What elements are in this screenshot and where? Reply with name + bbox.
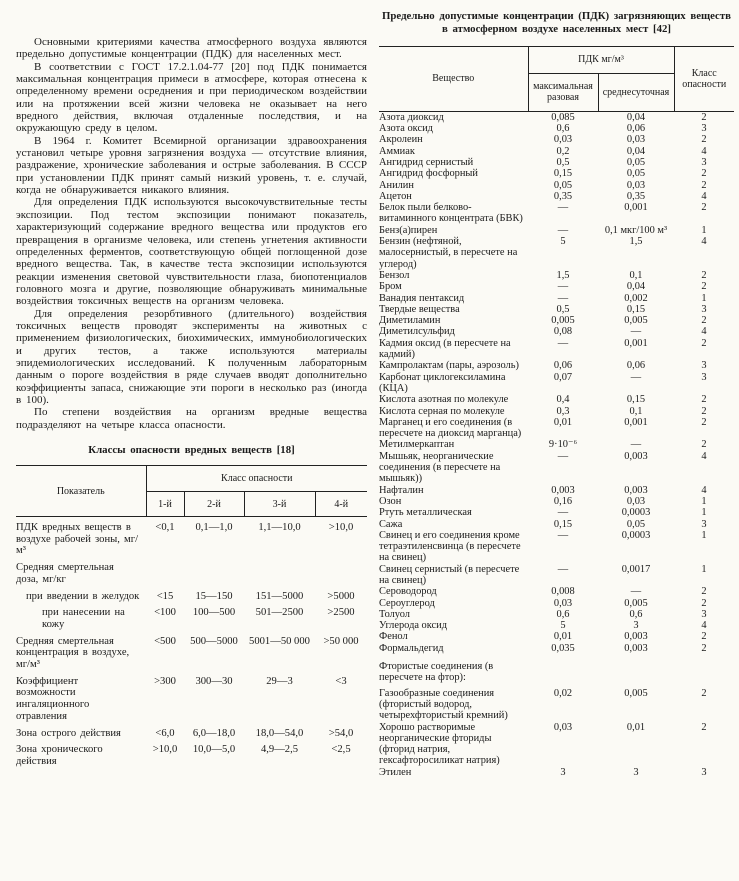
paragraph: Основными критериями качества атмосферного воздуха являются предельно допустимые концентрации (ПДК) для населенных мест.	[16, 36, 367, 61]
substance-name: Сероводород	[379, 586, 437, 598]
hazard-table-header	[16, 466, 367, 517]
pdk-table-row	[379, 654, 734, 688]
daily-average-value: 0,35	[626, 190, 646, 202]
daily-average-value: 0,001	[624, 202, 648, 214]
indicator-label: Зона острого действия	[16, 727, 121, 739]
hazard-class-value: 4	[701, 326, 707, 338]
daily-average-value: 0,005	[624, 315, 648, 327]
hazard-class-value: 2	[701, 269, 707, 281]
indicator-label: при нанесении на кожу	[42, 607, 125, 630]
substance-name: Ангидрид сернистый	[379, 157, 474, 168]
pdk-table-row	[379, 496, 734, 507]
daily-average-value	[598, 654, 674, 688]
class2-value: 300—30	[195, 675, 233, 687]
pdk-table-title: Предельно допустимые концентрации (ПДК) загрязняющих веществ в атмосферном воздухе населенных мест [42]	[382, 10, 731, 36]
substance-name: Фенол	[379, 631, 408, 643]
daily-average-value: 0,03	[626, 495, 646, 507]
max-single-value: 9·10⁻⁶	[548, 439, 578, 451]
substance-name: Свинец и его соединения кроме тетраэтиленсвинца (в пересчете на свинец)	[379, 529, 521, 564]
hazard-table-row	[16, 631, 367, 671]
daily-average-value: 0,1	[629, 405, 643, 417]
pdk-table-header	[379, 46, 734, 111]
substance-name: Углерода оксид	[379, 620, 448, 632]
class3-value: 1,1—10,0	[258, 522, 301, 533]
max-single-value: 0,07	[553, 371, 573, 383]
substance-name: Аммиак	[379, 145, 415, 157]
class1-value: <500	[154, 635, 176, 647]
max-single-value: —	[557, 529, 569, 541]
hazard-table-row	[16, 602, 367, 630]
hazard-class-value: 1	[701, 224, 707, 236]
indicator-label: ПДК вредных веществ в воздухе рабочей зоны, мг/м³	[16, 522, 139, 557]
substance-name: Толуол	[379, 608, 410, 620]
substance-name: Марганец и его соединения (в пересчете на диоксид марганца)	[379, 416, 522, 440]
max-single-value: —	[557, 563, 569, 575]
pdk-table-row	[379, 439, 734, 450]
body-text	[16, 36, 367, 431]
hazard-class-value: 2	[701, 315, 707, 327]
substance-name: Кислота серная по молекуле	[379, 405, 505, 417]
hazard-class-value: 2	[701, 111, 707, 123]
hazard-class-subheader: 4-й	[315, 492, 367, 517]
max-single-value: 0,03	[553, 134, 573, 146]
class4-value: >5000	[327, 590, 355, 602]
max-single-value: 0,15	[553, 168, 573, 180]
daily-average-value: 0,06	[626, 360, 646, 372]
pdk-table-row	[379, 372, 734, 395]
substance-name: Азота диоксид	[379, 111, 444, 123]
hazard-class-value: 1	[701, 495, 707, 507]
right-column	[379, 10, 734, 778]
substance-name: Ангидрид фосфорный	[379, 168, 478, 180]
hazard-class-group-header: Класс опасности	[146, 466, 367, 492]
pdk-table-row	[379, 767, 734, 778]
substance-name: Бензол	[379, 269, 410, 281]
max-single-value: —	[557, 450, 569, 462]
substance-header: Вещество	[379, 46, 528, 111]
hazard-class-value: 1	[701, 292, 707, 304]
daily-average-value: —	[630, 586, 642, 598]
pdk-table-row	[379, 609, 734, 620]
daily-average-value: 0,05	[626, 168, 646, 180]
class1-value: <100	[154, 607, 176, 619]
hazard-class-value: 1	[701, 529, 707, 541]
hazard-class-value: 4	[701, 236, 707, 248]
pdk-table-row	[379, 281, 734, 292]
substance-name: Бензин (нефтяной, малосернистый, в пересчете на углерод)	[379, 236, 518, 270]
daily-average-value: 3	[633, 766, 639, 778]
paragraph: Для определения ПДК используются высокочувствительные тесты экспозиции. Под тестом экспозиции понимают показатель, характеризующий содержание вредного вещества или продуктов его превращения в организме человека, или степень угнетения активности определенных ферментов, соответствующую общей поглощенной дозе вредного вещества. Так, в качестве теста экспозиции используются реакции изменения световой чувствительности глаза, биопотенциалов головного мозга и другие, позволяющие обнаруживать минимальные воздействия токсичных веществ на организм человека.	[16, 196, 367, 308]
max-single-value: —	[557, 337, 569, 349]
max-single-value: 0,02	[553, 687, 573, 699]
max-single-value: 0,6	[556, 123, 570, 135]
pdk-table-row	[379, 586, 734, 597]
hazard-class-value: 3	[701, 123, 707, 135]
indicator-label: Коэффициент возможности ингаляционного отравления	[16, 675, 90, 722]
hazard-table-row	[16, 723, 367, 740]
class2-value: 6,0—18,0	[192, 727, 236, 739]
max-single-value: —	[557, 292, 569, 304]
pdk-table-row	[379, 406, 734, 417]
daily-average-value: 0,003	[624, 450, 648, 462]
daily-average-value: 0,6	[629, 608, 643, 620]
pdk-table-row	[379, 123, 734, 134]
hazard-class-value: 3	[701, 608, 707, 620]
max-single-value: 0,008	[551, 586, 575, 598]
substance-name: Ацетон	[379, 190, 412, 202]
pdk-table-row	[379, 236, 734, 270]
hazard-class-value: 2	[701, 281, 707, 293]
pdk-table-row	[379, 168, 734, 179]
pdk-table-row	[379, 202, 734, 225]
pdk-table-row	[379, 485, 734, 496]
max-single-value: 0,5	[556, 157, 570, 168]
pdk-table-row	[379, 643, 734, 654]
hazard-class-value: 2	[701, 687, 707, 699]
max-single-value: 0,035	[551, 642, 575, 654]
class2-value: 0,1—1,0	[195, 522, 233, 533]
paragraph: Для определения резорбтивного (длительного) воздействия токсичных веществ проводят эксперименты на животных с применением физиологических, биохимических, иммунобиологических и других тестов, а также используются материалы эпидемиологических исследований. К полученным лабораторным данным о пороге воздействия в ряде случаев вводят дополнительно коэффициенты запаса, снижающие эти пороги в несколько раз (иногда в 100).	[16, 307, 367, 406]
paragraph: В 1964 г. Комитет Всемирной организации здравоохранения установил четыре уровня загрязнения воздуха — отсутствие влияния, раздражение, хронические заболевания и острые заболевания. В СССР при установлении ПДК принят самый низкий уровень, т. е. случай, когда не обнаруживается никакого влияния.	[16, 134, 367, 197]
substance-name: Хорошо растворимые неорганические фториды (фторид натрия, гексафторосиликат натрия)	[379, 721, 500, 767]
pdk-table-row	[379, 631, 734, 642]
max-single-value: 0,35	[553, 190, 573, 202]
hazard-class-value: 3	[701, 360, 707, 372]
hazard-class-value: 1	[701, 563, 707, 575]
max-single-value: 5	[560, 620, 566, 632]
class4-value: >10,0	[328, 522, 354, 533]
daily-average-value: 0,03	[626, 179, 646, 191]
paragraph: В соответствии с ГОСТ 17.2.1.04-77 [20] под ПДК понимается максимальная концентрация примеси в атмосфере, которая отнесена к определенному времени осреднения и при периодическом воздействии или на протяжении всей жизни человека не оказывает на него вредного действия, включая отдаленные последствия, и на окружающую среду в целом.	[16, 60, 367, 135]
daily-average-value: —	[630, 371, 642, 383]
pdk-table-row	[379, 304, 734, 315]
daily-average-value: 0,003	[624, 642, 648, 654]
hazard-class-value: 2	[701, 416, 707, 428]
pdk-group-header: ПДК мг/м³	[528, 46, 674, 73]
daily-average-value: 0,001	[624, 416, 648, 428]
max-single-value: —	[557, 202, 569, 214]
daily-average-value: 0,06	[626, 123, 646, 135]
max-single-value: 0,16	[553, 495, 573, 507]
daily-average-value: 0,15	[626, 303, 646, 315]
pdk-table-row	[379, 394, 734, 405]
pdk-table-row	[379, 157, 734, 168]
daily-average-value: 0,04	[626, 281, 646, 293]
substance-name: Бром	[379, 281, 402, 293]
daily-average-value: 0,05	[626, 157, 646, 168]
hazard-class-value: 2	[701, 168, 707, 180]
daily-average-value: 0,001	[624, 337, 648, 349]
daily-average-value: 1,5	[629, 236, 643, 248]
hazard-class-value: 2	[701, 631, 707, 643]
substance-name: Формальдегид	[379, 642, 444, 654]
substance-name: Ванадия пентаксид	[379, 292, 465, 304]
pdk-table-row	[379, 225, 734, 236]
daily-average-value: 0,0003	[621, 529, 651, 541]
substance-name: Метилмеркаптан	[379, 439, 455, 451]
pdk-table-row	[379, 598, 734, 609]
substance-name: Газообразные соединения (фтористый водород, четырехфтористый кремний)	[379, 687, 508, 722]
hazard-class-value: 2	[701, 405, 707, 417]
class4-value	[315, 557, 367, 585]
hazard-class-value: 4	[701, 620, 707, 632]
daily-average-value: —	[630, 439, 642, 451]
hazard-class-subheader: 3-й	[244, 492, 315, 517]
class1-value: <0,1	[155, 522, 175, 533]
hazard-class-value: 2	[701, 337, 707, 349]
substance-name: Озон	[379, 495, 402, 507]
max-single-value: 0,6	[556, 608, 570, 620]
hazard-table-row	[16, 671, 367, 723]
pdk-table	[379, 46, 734, 778]
max-single-value: 0,05	[553, 179, 573, 191]
hazard-class-value: 2	[701, 597, 707, 609]
max-single-value	[528, 654, 598, 688]
max-single-value: 0,01	[553, 631, 573, 643]
paragraph: По степени воздействия на организм вредные вещества подразделяют на четыре класса опасности.	[16, 406, 367, 431]
hazard-class-subheader: 1-й	[146, 492, 184, 517]
hazard-class-value: 4	[701, 450, 707, 462]
indicator-label: Средняя смертельная концентрация в воздухе, мг/м³	[16, 635, 130, 671]
pdk-table-row	[379, 688, 734, 722]
class3-value	[244, 557, 315, 585]
pdk-table-row	[379, 507, 734, 518]
pdk-table-row	[379, 293, 734, 304]
substance-name: Ртуть металлическая	[379, 507, 472, 519]
hazard-class-value: 3	[701, 766, 707, 778]
substance-name: Нафталин	[379, 484, 424, 496]
max-single-value: 0,15	[553, 518, 573, 530]
pdk-table-row	[379, 451, 734, 485]
max-single-value: 0,005	[551, 315, 575, 327]
class3-value: 501—2500	[255, 607, 304, 619]
hazard-class-value: 4	[701, 190, 707, 202]
indicator-label: при введении в желудок	[26, 590, 140, 602]
max-single-value: 0,003	[551, 484, 575, 496]
hazard-class-header: Класс опасности	[674, 46, 734, 111]
hazard-table-title: Классы опасности вредных веществ [18]	[88, 444, 295, 456]
hazard-indicator-header: Показатель	[16, 466, 146, 517]
substance-name: Диметилсульфид	[379, 326, 455, 338]
max-single-value: 0,08	[553, 326, 573, 338]
class3-value: 5001—50 000	[249, 635, 310, 647]
hazard-class-value: 3	[701, 518, 707, 530]
pdk-table-row	[379, 111, 734, 123]
pdk-table-row	[379, 146, 734, 157]
pdk-table-row	[379, 180, 734, 191]
hazard-class-value: 4	[701, 484, 707, 496]
daily-average-value: 0,0003	[621, 507, 651, 519]
pdk-table-row	[379, 191, 734, 202]
hazard-class-value: 2	[701, 179, 707, 191]
pdk-table-row	[379, 315, 734, 326]
max-single-value: 1,5	[556, 269, 570, 281]
pdk-table-row	[379, 620, 734, 631]
class3-value: 18,0—54,0	[255, 727, 304, 739]
class2-value: 500—5000	[190, 635, 238, 647]
hazard-class-value: 3	[701, 303, 707, 315]
class2-value: 15—150	[195, 590, 233, 602]
substance-name: Бенз(а)пирен	[379, 224, 438, 236]
pdk-table-row	[379, 338, 734, 361]
max-single-value: 0,03	[553, 721, 573, 733]
pdk-table-row	[379, 270, 734, 281]
daily-average-value: 0,003	[624, 484, 648, 496]
hazard-table-row	[16, 586, 367, 603]
pdk-table-row	[379, 134, 734, 145]
max-single-value: 0,03	[553, 597, 573, 609]
class1-value: >10,0	[152, 744, 178, 756]
daily-average-value: 0,01	[626, 721, 646, 733]
hazard-class-subheader: 2-й	[184, 492, 244, 517]
hazard-class-value: 3	[701, 157, 707, 168]
class3-value: 4,9—2,5	[260, 744, 299, 756]
class4-value: >2500	[327, 607, 355, 619]
substance-name: Акролеин	[379, 134, 423, 146]
hazard-class-value: 1	[701, 507, 707, 519]
max-single-value: 5	[560, 236, 566, 248]
class1-value	[146, 557, 184, 585]
hazard-class-value: 2	[701, 439, 707, 451]
class4-value: <3	[335, 675, 347, 687]
pdk-table-row	[379, 722, 734, 767]
max-single-value: 3	[560, 766, 566, 778]
indicator-label: Зона хронического действия	[16, 744, 103, 767]
class3-value: 151—5000	[255, 590, 304, 602]
max-single-value: 0,2	[556, 145, 570, 157]
indicator-label: Средняя смертельная доза, мг/кг	[16, 562, 114, 585]
class2-value: 100—500	[192, 607, 236, 619]
substance-name: Твердые вещества	[379, 303, 460, 315]
substance-name: Диметиламин	[379, 315, 441, 327]
substance-name: Свинец сернистый (в пересчете на свинец)	[379, 563, 520, 586]
hazard-class-value: 4	[701, 145, 707, 157]
hazard-table-row	[16, 557, 367, 585]
substance-name: Фтористые соединения (в пересчете на фтор):	[379, 661, 494, 684]
hazard-class-value: 2	[701, 642, 707, 654]
daily-average-value: 3	[633, 620, 639, 632]
max-single-value: 0,5	[556, 303, 570, 315]
daily-average-value: 0,003	[624, 631, 648, 643]
class1-value: <6,0	[155, 727, 175, 739]
max-single-value: 0,06	[553, 360, 573, 372]
class4-value: <2,5	[331, 744, 351, 756]
substance-name: Этилен	[379, 766, 412, 778]
class4-value: >50 000	[323, 635, 359, 647]
class1-value: <15	[156, 590, 174, 602]
max-single-value: 0,085	[551, 111, 575, 123]
hazard-table-row	[16, 739, 367, 767]
pdk-table-row	[379, 326, 734, 337]
pdk-table-row	[379, 564, 734, 587]
hazard-class-value	[674, 654, 734, 688]
max-single-value: —	[557, 224, 569, 236]
substance-name: Кислота азотная по молекуле	[379, 394, 509, 406]
class2-value	[184, 557, 244, 585]
daily-average-value: —	[630, 326, 642, 338]
class1-value: >300	[154, 675, 176, 687]
daily-average-value: 0,05	[626, 518, 646, 530]
substance-name: Кадмия оксид (в пересчете на кадмий)	[379, 337, 511, 361]
class3-value: 29—3	[266, 675, 293, 687]
substance-name: Азота оксид	[379, 123, 433, 135]
hazard-classes-table	[16, 465, 367, 768]
daily-average-value: 0,15	[626, 394, 646, 406]
hazard-class-value: 2	[701, 721, 707, 733]
daily-average-value: 0,03	[626, 134, 646, 146]
daily-average-value: 0,1 мкг/100 м³	[604, 224, 668, 236]
class4-value: >54,0	[328, 727, 354, 739]
substance-name: Белок пыли белково-витаминного концентрата (БВК)	[379, 202, 523, 225]
pdk-table-row	[379, 519, 734, 530]
daily-average-value: 0,1	[629, 269, 643, 281]
left-column	[16, 36, 367, 768]
substance-name: Карбонат циклогексиламина (КЦА)	[379, 371, 506, 394]
substance-name: Анилин	[379, 179, 414, 191]
daily-average-value: 0,04	[626, 145, 646, 157]
substance-name: Кампролактам (пары, аэрозоль)	[379, 360, 519, 372]
daily-average-value: 0,002	[624, 292, 648, 304]
substance-name: Сажа	[379, 518, 403, 530]
hazard-class-value: 2	[701, 394, 707, 406]
substance-name: Сероуглерод	[379, 597, 435, 609]
max-single-value: —	[557, 281, 569, 293]
substance-name: Мышьяк, неорганические соединения (в пересчете на мышьяк))	[379, 450, 501, 485]
pdk-table-row	[379, 417, 734, 440]
max-single-value: 0,01	[553, 416, 573, 428]
daily-average-header: среднесуточная	[598, 73, 674, 111]
daily-average-value: 0,005	[624, 597, 648, 609]
class2-value: 10,0—5,0	[192, 744, 236, 756]
hazard-table-row	[16, 517, 367, 558]
daily-average-value: 0,0017	[621, 563, 651, 575]
max-single-header: максимальная разовая	[533, 81, 593, 104]
max-single-value: 0,4	[556, 394, 570, 406]
max-single-value: 0,3	[556, 405, 570, 417]
hazard-class-value: 2	[701, 202, 707, 214]
pdk-table-row	[379, 530, 734, 564]
hazard-class-value: 2	[701, 134, 707, 146]
pdk-table-row	[379, 360, 734, 371]
daily-average-value: 0,005	[624, 687, 648, 699]
hazard-class-value: 2	[701, 586, 707, 598]
daily-average-value: 0,04	[626, 111, 646, 123]
max-single-value: —	[557, 507, 569, 519]
hazard-class-value: 3	[701, 371, 707, 383]
